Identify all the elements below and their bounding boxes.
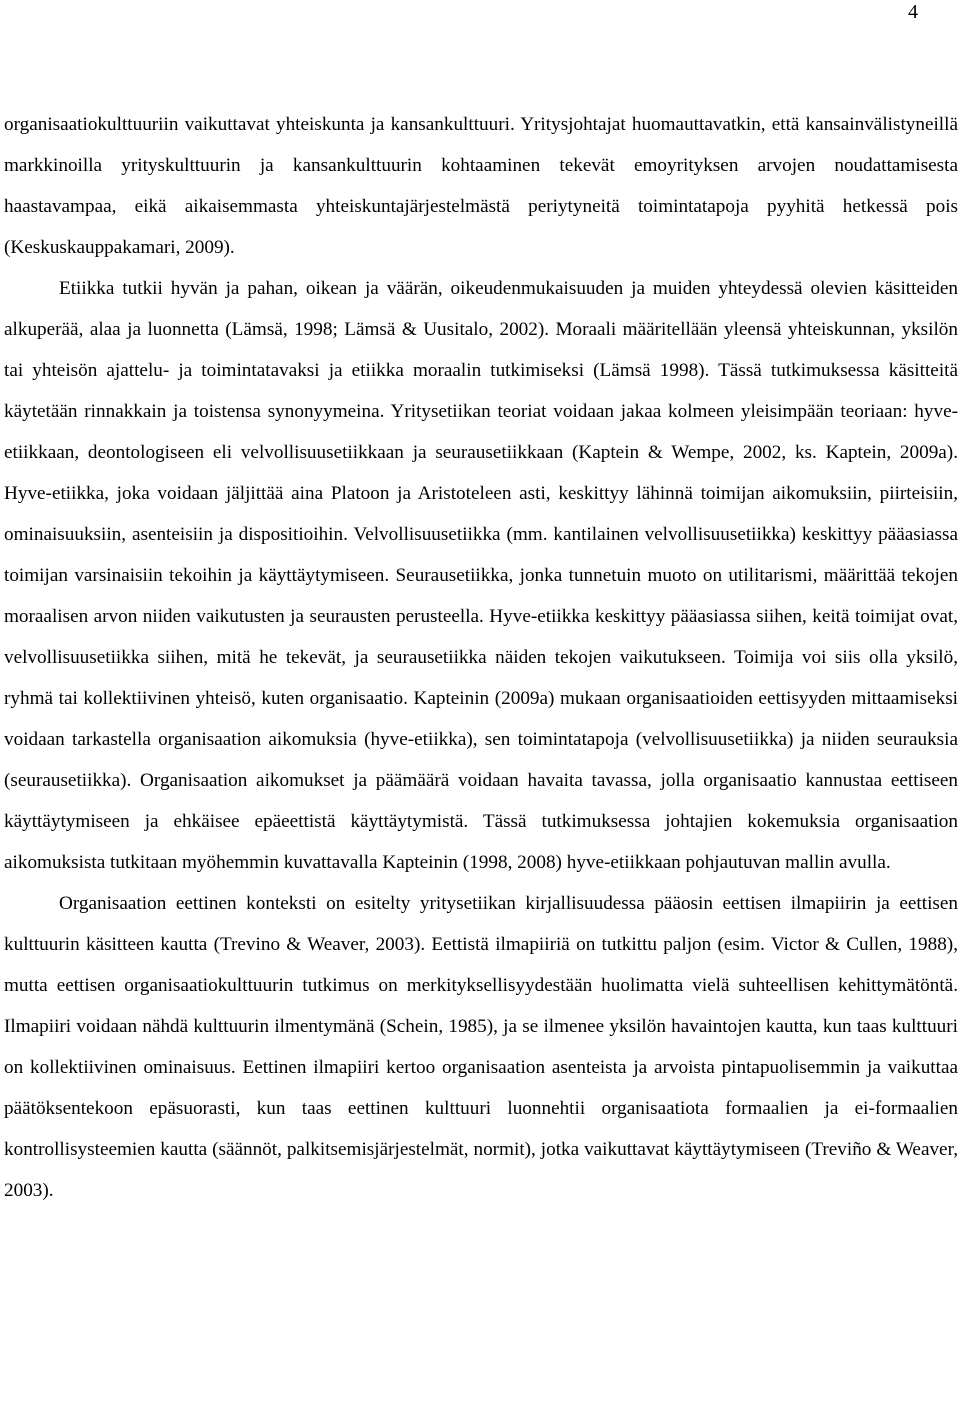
paragraph-1: organisaatiokulttuuriin vaikuttavat yhteiskunta ja kansankulttuuri. Yritysjohtajat huomauttavatkin, että kansainvälistyneillä markkinoilla yrityskulttuurin ja kansankulttuurin kohtaaminen tekevät emoyrityksen arvojen noudattamisesta haastavampaa, eikä aikaisemmasta yhteiskuntajärjestelmästä periytyneitä toimintatapoja pyyhitä hetkessä pois (Keskuskauppakamari, 2009). bbox=[4, 114, 958, 258]
paragraph-2: Etiikka tutkii hyvän ja pahan, oikean ja väärän, oikeudenmukaisuuden ja muiden yhteydessä olevien käsitteiden alkuperää, alaa ja luonnetta (Lämsä, 1998; Lämsä & Uusitalo, 2002). Moraali määritellään yleensä yhteiskunnan, yksilön tai yhteisön ajattelu- ja toimintatavaksi ja etiikka moraalin tutkimiseksi (Lämsä 1998). Tässä tutkimuksessa käsitteitä käytetään rinnakkain ja toistensa synonyymeina. Yritysetiikan teoriat voidaan jakaa kolmeen yleisimpään teoriaan: hyve-etiikkaan, deontologiseen eli velvollisuusetiikkaan ja seurausetiikkaan (Kaptein & Wempe, 2002, ks. Kaptein, 2009a). Hyve-etiikka, joka voidaan jäljittää aina Platoon ja Aristoteleen asti, keskittyy lähinnä toimijan aikomuksiin, piirteisiin, ominaisuuksiin, asenteisiin ja dispositioihin. Velvollisuusetiikka (mm. kantilainen velvollisuusetiikka) keskittyy pääasiassa toimijan varsinaisiin tekoihin ja käyttäytymiseen. Seurausetiikka, jonka tunnetuin muoto on utilitarismi, määrittää tekojen moraalisen arvon niiden vaikutusten ja seurausten perusteella. Hyve-etiikka keskittyy pääasiassa siihen, keitä toimijat ovat, velvollisuusetiikka siihen, mitä he tekevät, ja seurausetiikka näiden tekojen vaikutukseen. Toimija voi siis olla yksilö, ryhmä tai kollektiivinen yhteisö, kuten organisaatio. Kapteinin (2009a) mukaan organisaatioiden eettisyyden mittaamiseksi voidaan tarkastella organisaation aikomuksia (hyve-etiikka), sen toimintatapoja (velvollisuusetiikka) ja niiden seurauksia (seurausetiikka). Organisaation aikomukset ja päämäärä voidaan havaita tavassa, jolla organisaatio kannustaa eettiseen käyttäytymiseen ja ehkäisee epäeettistä käyttäytymistä. Tässä tutkimuksessa johtajien kokemuksia organisaation aikomuksista tutkitaan myöhemmin kuvattavalla Kapteinin (1998, 2008) hyve-etiikkaan pohjautuvan mallin avulla. bbox=[4, 278, 958, 873]
page-number: 4 bbox=[908, 1, 918, 23]
paragraph-3: Organisaation eettinen konteksti on esitelty yritysetiikan kirjallisuudessa pääosin eettisen ilmapiirin ja eettisen kulttuurin käsitteen kautta (Trevino & Weaver, 2003). Eettistä ilmapiiriä on tutkittu paljon (esim. Victor & Cullen, 1988), mutta eettisen organisaatiokulttuurin tutkimus on merkityksellisyydestään huolimatta vielä suhteellisen kehittymätöntä. Ilmapiiri voidaan nähdä kulttuurin ilmentymänä (Schein, 1985), ja se ilmenee yksilön havaintojen kautta, kun taas kulttuuri on kollektiivinen ominaisuus. Eettinen ilmapiiri kertoo organisaation asenteista ja arvoista pintapuolisemmin ja vaikuttaa päätöksentekoon epäsuorasti, kun taas eettinen kulttuuri luonnehtii organisaatiota formaalien ja ei-formaalien kontrollisysteemien kautta (säännöt, palkitsemisjärjestelmät, normit), jotka vaikuttavat käyttäytymiseen (Treviño & Weaver, 2003). bbox=[4, 893, 958, 1201]
body-text bbox=[4, 104, 958, 1211]
